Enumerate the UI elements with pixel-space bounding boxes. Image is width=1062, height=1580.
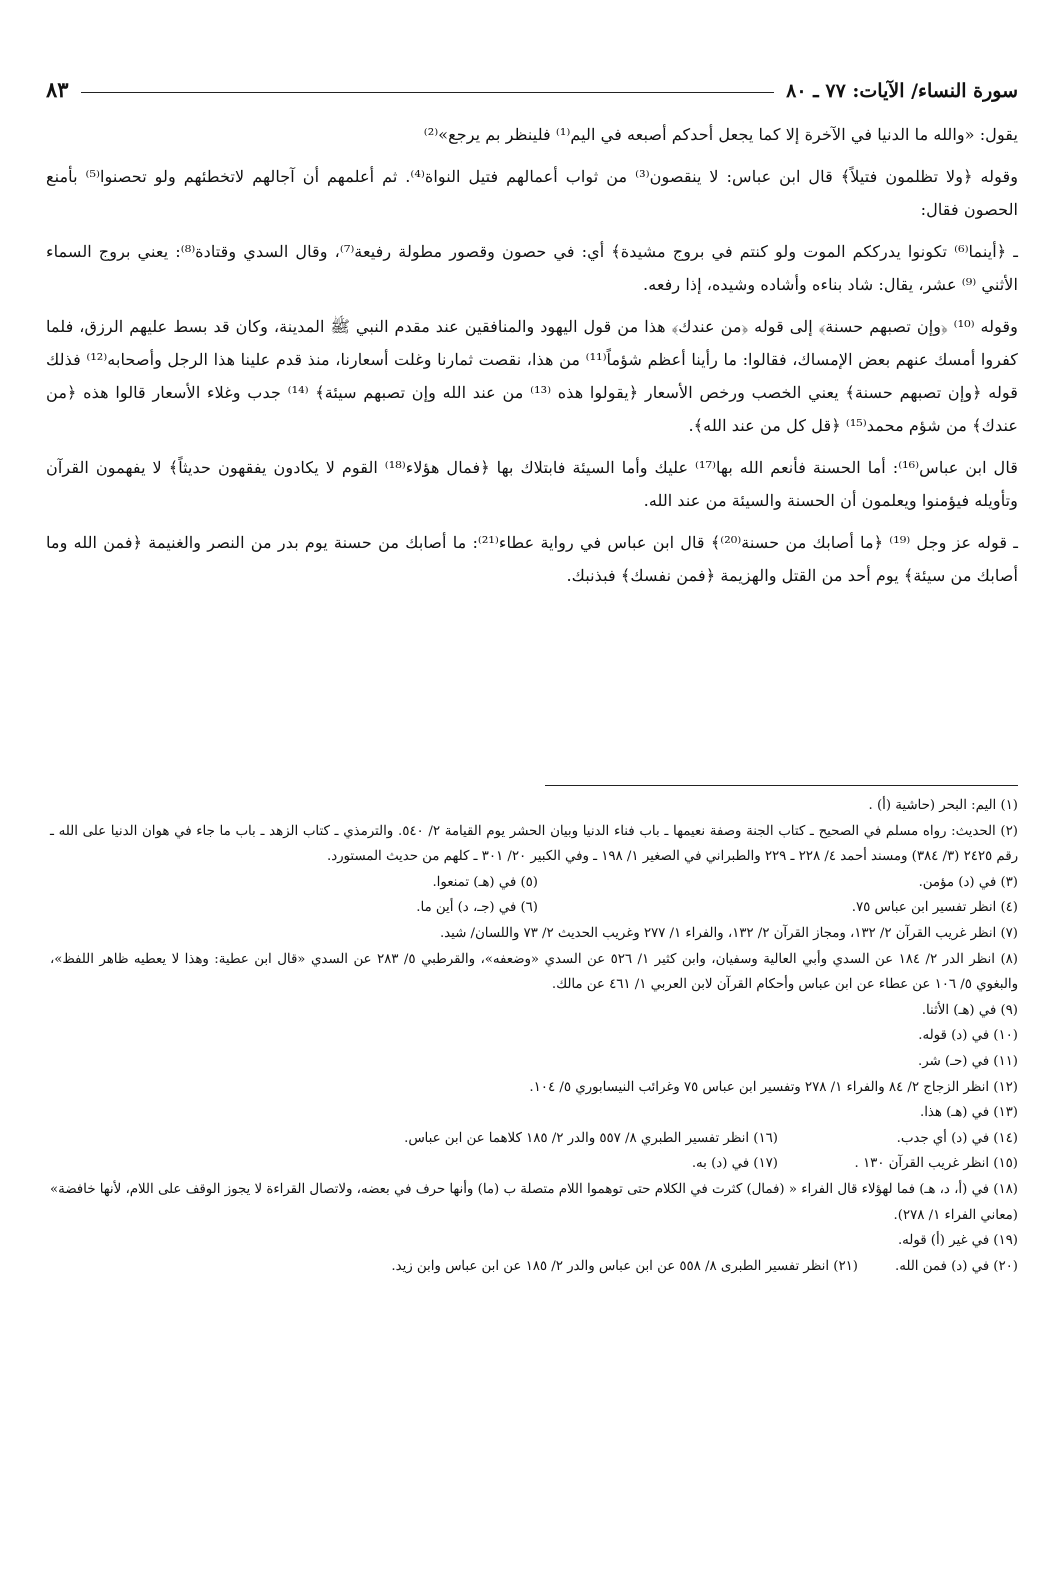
footnote-row <box>50 1151 1018 1177</box>
footnote-row <box>50 1254 1018 1280</box>
footnotes <box>50 793 1018 1279</box>
footnote-4: (٤) انظر تفسير ابن عباس ٧٥. <box>851 900 1018 916</box>
footnote-2: (٢) الحديث: رواه مسلم في الصحيح ـ كتاب الجنة وصفة نعيمها ـ باب فناء الدنيا وبيان الحشر يوم القيامة ٢/ ٥٤٠. والترمذي ـ كتاب الزهد ـ باب ما جاء في هوان الدنيا على الله ـ رقم ٢٤٢٥ (٣/ ٣٨٤) ومسند أحمد ٤/ ٢٢٨ ـ ٢٢٩ والطبراني في الصغير ١/ ١٩٨ ـ وفي الكبير ٢٠/ ٣٠١ ـ كلهم من حديث المستورد. <box>50 823 1018 865</box>
footnote-9: (٩) في (هـ) الأثنا. <box>921 1002 1018 1018</box>
footnote-1: (١) اليم: البحر (حاشية (أ) . <box>868 798 1018 813</box>
footnote-20: (٢٠) في (د) فمن الله. <box>895 1258 1018 1274</box>
footnote-10: (١٠) في (د) قوله. <box>918 1028 1018 1044</box>
footnote-11: (١١) في (حـ) شر. <box>917 1053 1018 1069</box>
running-header <box>46 68 1018 102</box>
footnote-3: (٣) في (د) مؤمن. <box>918 874 1018 890</box>
footnote-13: (١٣) في (هـ) هذا. <box>919 1105 1018 1121</box>
footnote-8: (٨) انظر الدر ٢/ ١٨٤ عن السدي وأبي العالية وسفيان، وابن كثير ١/ ٥٢٦ عن السدي «وضعفه»، والقرطبي ٥/ ٢٨٣ عن السدي «قال ابن عطية: وهذا لا يعطيه ظاهر اللفظ»، والبغوي ٥/ ١٠٦ عن عطاء عن ابن عباس وأحكام القرآن لابن العربي ١/ ٤٦١ عن مالك. <box>50 951 1018 993</box>
footnote-row <box>50 1126 1018 1152</box>
paragraph-2: وقوله ﴿ولا تظلمون فتيلاً﴾ قال ابن عباس: لا ينقصون⁽³⁾ من ثواب أعمالهم فتيل النواة⁽⁴⁾. ثم أعلمهم أن آجالهم لاتخطئهم ولو تحصنوا⁽⁵⁾ بأمنع الحصون فقال: <box>46 167 1019 219</box>
footnote-5: (٥) في (هـ) تمنعوا. <box>432 874 538 890</box>
footnote-18: (١٨) في (أ، د، هـ) فما لهؤلاء قال الفراء « (فمال) كثرت في الكلام حتى توهموا اللام متصلة ب (ما) وأنها حرف في بعضه، ولاتصال القراءة لا يجوز الوقف على اللام، لأنها خافضة» (معاني الفراء ١/ ٢٧٨). <box>50 1181 1018 1223</box>
main-text <box>46 118 1018 601</box>
footnote-15: (١٥) انظر غريب القرآن ١٣٠ . <box>854 1156 1018 1172</box>
paragraph-3: ـ ﴿أينما⁽⁶⁾ تكونوا يدرككم الموت ولو كنتم في بروج مشيدة﴾ أي: في حصون وقصور مطولة رفيعة⁽⁷⁾، وقال السدي وقتادة⁽⁸⁾: يعني بروج السماء الأثني ⁽⁹⁾ عشر، يقال: شاد بناءه وأشاده وشيده، إذا رفعه. <box>46 242 1018 294</box>
footnote-row <box>50 870 1018 896</box>
header-rule <box>81 92 775 93</box>
paragraph-1: يقول: «والله ما الدنيا في الآخرة إلا كما يجعل أحدكم أصبعه في اليم⁽¹⁾ فلينظر بم يرجع»⁽²⁾ <box>423 125 1018 144</box>
footnote-7: (٧) انظر غريب القرآن ٢/ ١٣٢، ومجاز القرآن ٢/ ١٣٢، والفراء ١/ ٢٧٧ وغريب الحديث ٢/ ٧٣ واللسان/ شيد. <box>439 925 1018 941</box>
footnote-21: (٢١) انظر تفسير الطبرى ٨/ ٥٥٨ عن ابن عباس والدر ٢/ ١٨٥ عن ابن عباس وابن زيد. <box>391 1258 858 1274</box>
footnote-separator <box>545 785 1018 786</box>
paragraph-5: قال ابن عباس⁽¹⁶⁾: أما الحسنة فأنعم الله بها⁽¹⁷⁾ عليك وأما السيئة فابتلاك بها ﴿فمال هؤلاء⁽¹⁸⁾ القوم لا يكادون يفقهون حديثاً﴾ لا يفهمون القرآن وتأويله فيؤمنوا ويعلمون أن الحسنة والسيئة من عند الله. <box>46 458 1018 510</box>
footnote-12: (١٢) انظر الزجاج ٢/ ٨٤ والفراء ١/ ٢٧٨ وتفسير ابن عباس ٧٥ وغرائب النيسابوري ٥/ ١٠٤. <box>529 1079 1018 1095</box>
footnote-row <box>50 895 1018 921</box>
footnote-14: (١٤) في (د) أي جدب. <box>896 1130 1018 1146</box>
footnote-17: (١٧) في (د) به. <box>691 1156 778 1172</box>
footnote-19: (١٩) في غير (أ) قوله. <box>897 1233 1018 1249</box>
footnote-6: (٦) في (جـ، د) أين ما. <box>416 900 538 916</box>
page-number: ٨٣ <box>46 77 69 102</box>
paragraph-4: وقوله ⁽¹⁰⁾ ﴿وإن تصبهم حسنة﴾ إلى قوله ﴿من عندك﴾ هذا من قول اليهود والمنافقين عند مقدم النبي ﷺ المدينة، وكان قد بسط عليهم الرزق، فلما كفروا أمسك عنهم بعض الإمساك، فقالوا: ما رأينا أعظم شؤماً⁽¹¹⁾ من هذا، نقصت ثمارنا وغلت أسعارنا، منذ قدم علينا هذا الرجل وأصحابه⁽¹²⁾ فذلك قوله ﴿وإن تصبهم حسنة﴾ يعني الخصب ورخص الأسعار ﴿يقولوا هذه ⁽¹³⁾ من عند الله وإن تصبهم سيئة﴾ ⁽¹⁴⁾ جدب وغلاء الأسعار قالوا هذه ﴿من عندك﴾ من شؤم محمد⁽¹⁵⁾ ﴿قل كل من عند الله﴾. <box>46 317 1018 435</box>
paragraph-6: ـ قوله عز وجل ⁽¹⁹⁾ ﴿ما أصابك من حسنة⁽²⁰⁾﴾ قال ابن عباس في رواية عطاء⁽²¹⁾: ما أصابك من حسنة يوم بدر من النصر والغنيمة ﴿فمن الله وما أصابك من سيئة﴾ يوم أحد من القتل والهزيمة ﴿فمن نفسك﴾ فبذنبك. <box>46 533 1018 585</box>
header-title: سورة النساء/ الآيات: ٧٧ ـ ٨٠ <box>786 80 1018 102</box>
footnote-16: (١٦) انظر تفسير الطبري ٨/ ٥٥٧ والدر ٢/ ١٨٥ كلاهما عن ابن عباس. <box>404 1130 778 1146</box>
